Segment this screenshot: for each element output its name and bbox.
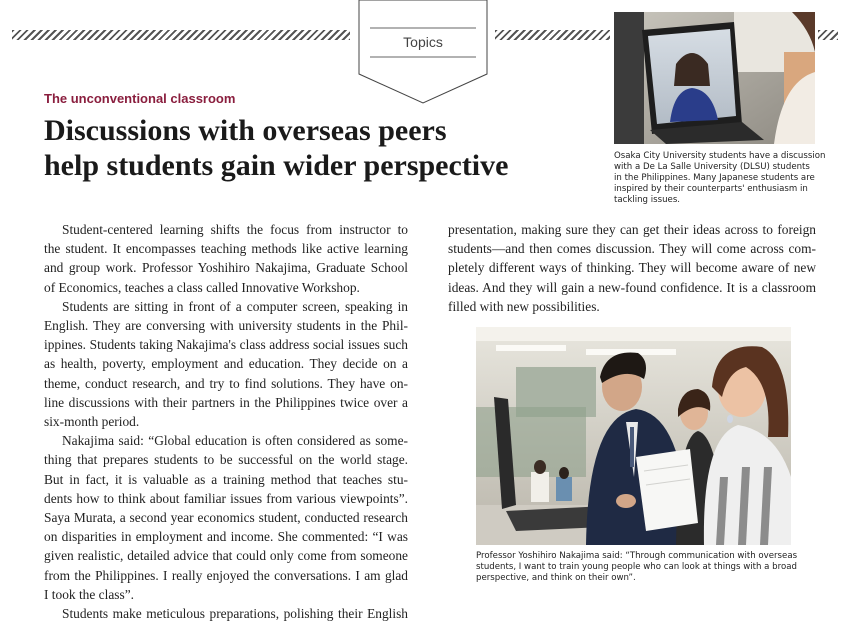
section-tab-shape: [358, 0, 488, 104]
body-line: Students make meticulous preparations, polishing their English: [62, 606, 408, 622]
body-line: thing that prepares students to be successful on the world stage.: [44, 452, 408, 468]
photo-top-caption: [614, 151, 826, 206]
body-paragraph: [44, 604, 408, 623]
article-kicker: The unconventional classroom: [44, 91, 236, 106]
body-line: English. They are conversing with university students in the Phil-: [44, 318, 408, 334]
decorative-hatch-band-right: [495, 30, 610, 40]
body-line: of Economics, teaches a class called Innovative Workshop.: [44, 279, 360, 295]
body-line: I took the class”.: [44, 586, 134, 602]
body-line: But in fact, it is valuable as a training method that teaches stu-: [44, 471, 408, 487]
caption-line: Professor Yoshihiro Nakajima said: “Through communication with overseas: [476, 551, 798, 561]
photo-professor-with-students-image: [476, 327, 791, 545]
body-line: ideas. And they will gain a new-found confidence. It is a classroom: [448, 279, 816, 295]
body-line: filled with new possibilities.: [448, 298, 600, 314]
article-body-left-column: [44, 220, 408, 623]
caption-line: in the Philippines. Many Japanese students are: [614, 173, 815, 183]
headline-line-2: help students gain wider perspective: [44, 149, 509, 182]
article-body-right-column: [448, 220, 816, 316]
body-paragraph: [44, 297, 408, 431]
decorative-hatch-band-far-right: [818, 30, 838, 40]
body-line: Saya Murata, a second year economics student, conducted research: [44, 510, 408, 526]
body-line: students—and then comes discussion. They will come across com-: [448, 241, 816, 257]
body-line: the student. It encompasses teaching methods like active learning: [44, 241, 408, 257]
body-paragraph: [44, 220, 408, 297]
caption-line: students, I want to train young people who can look at things with a broad: [476, 562, 797, 572]
body-line: line discussions with their partners in the Philippines twice over a: [44, 394, 408, 410]
photo-bottom-caption: [476, 551, 806, 584]
photo-professor-with-students: [476, 327, 791, 545]
body-line: Nakajima said: “Global education is often considered as some-: [62, 433, 408, 449]
caption-line: perspective, and think on their own”.: [476, 573, 636, 583]
caption-line: Osaka City University students have a discussion: [614, 151, 826, 161]
headline-line-1: Discussions with overseas peers: [44, 114, 447, 147]
body-line: ippines. Students taking Nakajima's class address social issues such: [44, 337, 408, 353]
body-line: theme, conduct research, and try to find solutions. They have on-: [44, 375, 408, 391]
body-line: presentation, making sure they can get their ideas across to foreign: [448, 222, 816, 237]
section-tab: [358, 0, 488, 104]
body-line: as health, poverty, employment and education. They decide on a: [44, 356, 408, 372]
photo-video-discussion: [614, 12, 815, 144]
body-line: from the Philippines. I really enjoyed the conversations. I am glad: [44, 567, 408, 583]
caption-line: with a De La Salle University (DLSU) students: [614, 162, 810, 172]
photo-video-discussion-image: [614, 12, 815, 144]
body-line: given realistic, detailed advice that could only come from someone: [44, 548, 408, 564]
decorative-hatch-band-left: [12, 30, 350, 40]
body-paragraph: [448, 220, 816, 316]
section-tab-label: Topics: [403, 34, 443, 50]
article-headline: [44, 113, 604, 183]
body-line: dents how to think about familiar issues from various viewpoints”.: [44, 490, 408, 506]
body-line: and group work. Professor Yoshihiro Nakajima, Graduate School: [44, 260, 408, 276]
body-paragraph: [44, 431, 408, 604]
caption-line: tackling issues.: [614, 195, 681, 205]
body-line: pletely different ways of thinking. They will become aware of new: [448, 260, 816, 276]
caption-line: inspired by their counterparts' enthusiasm in: [614, 184, 808, 194]
body-line: six-month period.: [44, 414, 140, 430]
body-line: Students are sitting in front of a computer screen, speaking in: [62, 298, 408, 314]
body-line: Student-centered learning shifts the focus from instructor to: [62, 222, 408, 237]
body-line: on disparities in employment and income. She commented: “I was: [44, 529, 408, 545]
